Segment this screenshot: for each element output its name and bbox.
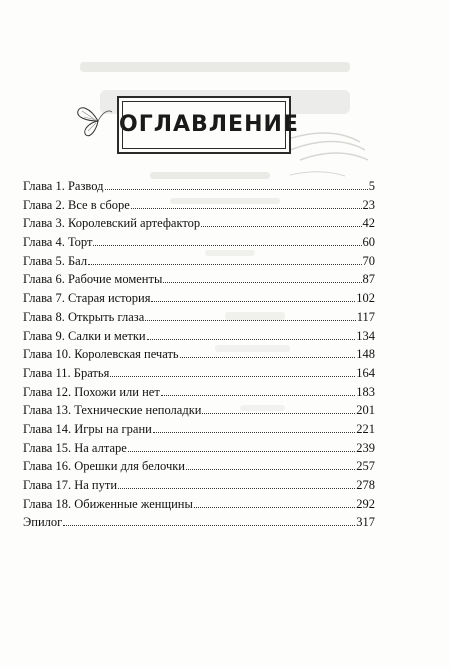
toc-entry-page-number: 42: [362, 216, 375, 231]
toc-entry-title: Глава 16. Орешки для белочки: [23, 459, 185, 474]
dot-leader: [202, 404, 355, 414]
toc-entry-title: Глава 11. Братья: [23, 365, 110, 380]
toc-entry-title: Эпилог: [23, 515, 63, 530]
toc-entry: [23, 310, 375, 329]
toc-entry-title: Глава 2. Все в сборе: [23, 197, 130, 212]
table-of-contents-heading-frame: [117, 96, 299, 154]
toc-entry-page-number: 23: [362, 197, 375, 212]
toc-entry: [23, 403, 375, 422]
dot-leader: [145, 311, 355, 321]
dot-leader: [186, 460, 355, 470]
toc-entry-title: Глава 13. Технические неполадки: [23, 403, 202, 418]
toc-entry-title: Глава 12. Похожи или нет: [23, 384, 160, 399]
toc-entry: [23, 235, 375, 254]
toc-entry: [23, 272, 375, 291]
toc-entry: [23, 441, 375, 460]
toc-entry: [23, 216, 375, 235]
toc-entry-title: Глава 9. Салки и метки: [23, 328, 146, 343]
toc-entry-page-number: 102: [356, 291, 375, 306]
toc-entry: [23, 366, 375, 385]
toc-entry-title: Глава 6. Рабочие моменты: [23, 272, 163, 287]
dot-leader: [88, 255, 361, 265]
toc-entry-page-number: 317: [356, 515, 375, 530]
toc-entry: [23, 254, 375, 273]
dot-leader: [131, 199, 362, 209]
dot-leader: [201, 217, 361, 227]
dot-leader: [161, 386, 355, 396]
toc-entry-page-number: 87: [362, 272, 375, 287]
dot-leader: [118, 479, 355, 489]
toc-entry-title: Глава 3. Королевский артефактор: [23, 216, 201, 231]
dot-leader: [110, 367, 355, 377]
toc-entry-page-number: 292: [356, 496, 375, 511]
table-of-contents: [23, 179, 375, 534]
toc-entry-page-number: 60: [362, 235, 375, 250]
dot-leader: [163, 273, 361, 283]
toc-entry-page-number: 117: [356, 309, 375, 324]
toc-entry: [23, 347, 375, 366]
toc-entry-title: Глава 10. Королевская печать: [23, 347, 179, 362]
toc-entry: [23, 478, 375, 497]
page-title: ОГЛАВЛЕНИЕ: [119, 112, 299, 137]
dot-leader: [153, 423, 355, 433]
toc-entry-page-number: 148: [356, 347, 375, 362]
dot-leader: [180, 348, 356, 358]
toc-entry: [23, 329, 375, 348]
toc-entry: [23, 422, 375, 441]
toc-entry-page-number: 70: [362, 253, 375, 268]
toc-entry-page-number: 257: [356, 459, 375, 474]
toc-entry-title: Глава 15. На алтаре: [23, 440, 127, 455]
toc-entry: [23, 291, 375, 310]
toc-entry-page-number: 164: [356, 365, 375, 380]
toc-entry: [23, 515, 375, 534]
toc-entry-title: Глава 17. На пути: [23, 478, 118, 492]
toc-entry-page-number: 278: [356, 478, 375, 492]
toc-entry-title: Глава 8. Открыть глаза: [23, 309, 145, 324]
toc-entry: [23, 179, 375, 198]
dot-leader: [128, 442, 355, 452]
butterfly-icon: [76, 103, 120, 139]
toc-entry-page-number: 134: [356, 328, 375, 343]
toc-entry-page-number: 201: [356, 403, 375, 418]
toc-entry-title: Глава 14. Игры на грани: [23, 421, 152, 436]
toc-entry-page-number: 221: [356, 421, 375, 436]
dot-leader: [151, 292, 355, 302]
toc-entry: [23, 497, 375, 516]
toc-entry-page-number: 239: [356, 440, 375, 455]
dot-leader: [105, 180, 368, 190]
toc-entry-title: Глава 4. Торт: [23, 235, 93, 250]
toc-entry-title: Глава 1. Развод: [23, 179, 104, 193]
toc-entry-title: Глава 7. Старая история: [23, 291, 151, 306]
toc-entry: [23, 459, 375, 478]
toc-entry-title: Глава 18. Обиженные женщины: [23, 496, 193, 511]
toc-entry-page-number: 183: [356, 384, 375, 399]
dot-leader: [147, 330, 356, 340]
toc-entry-title: Глава 5. Бал: [23, 253, 88, 268]
dot-leader: [194, 498, 355, 508]
dot-leader: [63, 516, 355, 526]
toc-entry: [23, 198, 375, 217]
toc-entry: [23, 385, 375, 404]
toc-entry-page-number: 5: [368, 179, 375, 193]
dot-leader: [93, 236, 361, 246]
